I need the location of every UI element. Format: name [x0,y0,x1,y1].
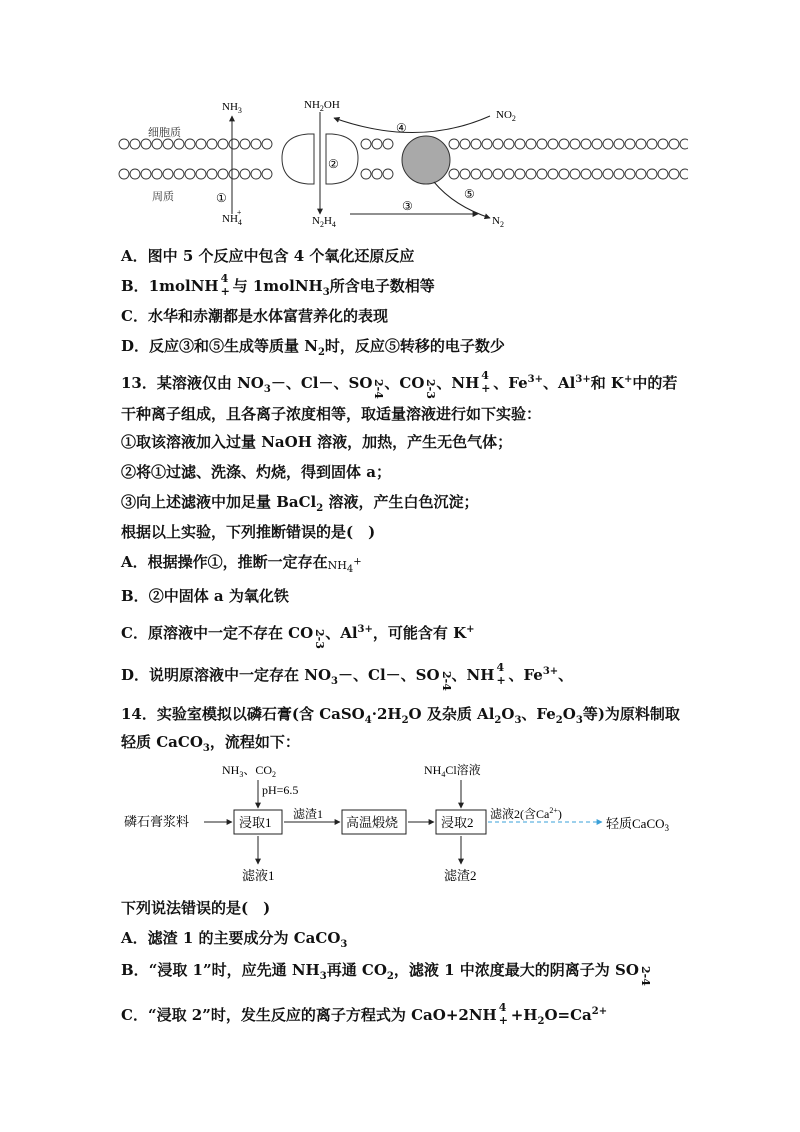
lipid-head [449,139,459,149]
lipid-head [229,139,239,149]
lipid-head [251,139,261,149]
lipid-head [163,169,173,179]
q13-step1: ①取该溶液加入过量 NaOH 溶液，加热，产生无色气体； [121,433,513,451]
lipid-head [163,139,173,149]
lipid-head [636,169,646,179]
lipid-head [218,139,228,149]
lipid-head [262,169,272,179]
lipid-head [229,169,239,179]
lipid-head [460,169,470,179]
lipid-head [515,169,525,179]
lipid-head [647,169,657,179]
lipid-head [647,139,657,149]
lipid-head [592,139,602,149]
membrane-diagram [118,96,688,236]
q14-stem-line1: 14．实验室模拟以磷石膏(含 $CaSO_4\cdot 2H_2O$ 及杂质 $Al_2O_3$、$Fe_2O_3$等)为原料制取 [121,705,680,726]
q14-option-c: C．“浸取 2”时，发生反应的离子方程式为 CaO+2NH 4 + $+H_2O=Ca^{2+}$ [121,1001,608,1027]
lipid-head [625,139,635,149]
lipid-head [636,139,646,149]
lipid-head [471,139,481,149]
flow-reagent2: $NH_4Cl$溶液 [424,763,481,779]
flow-box3-label: 浸取2 [441,815,474,830]
q13-step2: ②将①过滤、洗涤、灼烧，得到固体 a； [121,463,391,481]
lipid-head [460,139,470,149]
lipid-head [196,139,206,149]
lipid-head [614,169,624,179]
q13-option-d: D．说明原溶液中一定存在 $NO_3-$、Cl－、SO2-4、NH 4 + 、$Fe^{3+}$、 [121,661,574,691]
flow-box1-label: 浸取1 [239,815,272,830]
lipid-head [383,139,393,149]
flow-box2-label: 高温煅烧 [346,815,399,830]
lipid-head [548,139,558,149]
lipid-head [603,139,613,149]
lipid-head [240,169,250,179]
lipid-head [130,139,140,149]
lipid-head [559,139,569,149]
protein-left-half [282,134,314,184]
lipid-head [658,139,668,149]
lipid-head [482,139,492,149]
label-n2h4: $N_2H_4$ [312,215,336,229]
q12-option-b: B．1molNH 4 + 与 1molNH$_3$所含电子数相等 [121,272,435,298]
label-nh4: $NH_4+$ [222,208,242,227]
lipid-head [658,169,668,179]
lipid-head [152,169,162,179]
lipid-head [141,169,151,179]
lipid-head [185,169,195,179]
lipid-head [152,139,162,149]
flow-filtrate1: 滤液1 [242,868,275,883]
lipid-head [537,139,547,149]
enzyme-circle [402,136,450,184]
lipid-head [537,169,547,179]
lipid-head [251,169,261,179]
lipid-head [680,169,688,179]
flow-residue2: 滤渣2 [444,868,477,883]
lipid-head [515,139,525,149]
q13-ask: 根据以上实验，下列推断错误的是( ) [121,523,376,541]
lipid-head [493,169,503,179]
lipid-head [449,169,459,179]
lipid-head [493,139,503,149]
lipid-head [372,169,382,179]
label-nh2oh: $NH_2OH$ [304,99,340,113]
q12-option-a: A．图中 5 个反应中包含 4 个氧化还原反应 [121,247,415,265]
lipid-head [504,169,514,179]
q13-step3: ③向上述滤液中加足量 BaCl$_2$ 溶液，产生白色沉淀； [121,493,479,514]
q13-stem-line2: 干种离子组成，且各离子浓度相等，取适量溶液进行如下实验： [121,405,542,423]
lipid-head [570,169,580,179]
flow-product: 轻质CaCO$_3$ [606,816,670,833]
flow-liquor2: 滤液2(含$Ca^{2+}$) [490,806,562,821]
lipid-head [174,139,184,149]
q12-option-c: C．水华和赤潮都是水体富营养化的表现 [121,307,388,325]
flow-residue1: 滤渣1 [293,807,324,821]
label-periplasm: 周质 [152,191,174,203]
lipid-head [592,169,602,179]
lipid-head [361,169,371,179]
lipid-head [130,169,140,179]
label-n2: $N_2$ [492,215,504,229]
q14-stem-line2: 轻质 CaCO$_3$，流程如下： [121,733,300,754]
flow-ph: pH=6.5 [262,783,299,797]
arrow-5 [434,182,490,218]
lipid-head [372,139,382,149]
q14-option-a: A．滤渣 1 的主要成分为 CaCO$_3$ [121,929,348,950]
lipid-head [614,139,624,149]
q14-option-b: B．“浸取 1”时，应先通 $NH_3$再通 $CO_2$，滤液 1 中浓度最大的阴离子为 SO2-4 [121,961,652,986]
process-flowchart [118,758,698,886]
lipid-head [141,139,151,149]
label-r4: ④ [396,121,407,135]
flow-feed: 磷石膏浆料 [124,814,190,829]
lipid-head [196,169,206,179]
label-r2: ② [328,157,339,171]
lipid-head [361,139,371,149]
lipid-head [119,169,129,179]
lipid-head [581,169,591,179]
label-r3: ③ [402,199,413,213]
q13-option-c: C．原溶液中一定不存在 CO2-3、$Al^{3+}$，可能含有 K+ [121,624,475,649]
arrow-4 [334,116,490,133]
label-r1: ① [216,191,227,205]
lipid-head [482,169,492,179]
q14-ask: 下列说法错误的是( ) [121,899,271,917]
flow-reagent1: $NH_3$、$CO_2$ [222,763,277,779]
lipid-head [669,139,679,149]
lipid-head [240,139,250,149]
q12-option-d: D．反应③和⑤生成等质量 $N_2$时，反应⑤转移的电子数少 [121,337,505,358]
label-nh3: $NH_3$ [222,101,242,115]
lipid-head [603,169,613,179]
q13-stem-line1: 13．某溶液仅由 $NO_3-$、Cl－、SO2-4、CO2-3、NH 4 + 、$Fe^{3+}$、$Al^{3+}$和 K+中的若 [121,369,678,399]
lipid-head [185,139,195,149]
lipid-head [174,169,184,179]
q13-option-b: B．②中固体 a 为氧化铁 [121,587,289,605]
lipid-head [526,169,536,179]
lipid-head [218,169,228,179]
q13-option-a: A．根据操作①，推断一定存在$^{NH_4^+}$ [121,553,362,575]
lipid-head [471,169,481,179]
lipid-head [570,139,580,149]
lipid-head [625,169,635,179]
label-r5: ⑤ [464,187,475,201]
lipid-head [526,139,536,149]
lipid-head [548,169,558,179]
lipid-head [119,139,129,149]
lipid-head [207,139,217,149]
lipid-head [207,169,217,179]
lipid-head [504,139,514,149]
lipid-head [262,139,272,149]
lipid-head [559,169,569,179]
lipid-head [581,139,591,149]
label-cytoplasm: 细胞质 [148,127,181,139]
lipid-head [680,139,688,149]
lipid-head [669,169,679,179]
lipid-head [383,169,393,179]
label-no2: $NO_2$ [496,109,516,123]
